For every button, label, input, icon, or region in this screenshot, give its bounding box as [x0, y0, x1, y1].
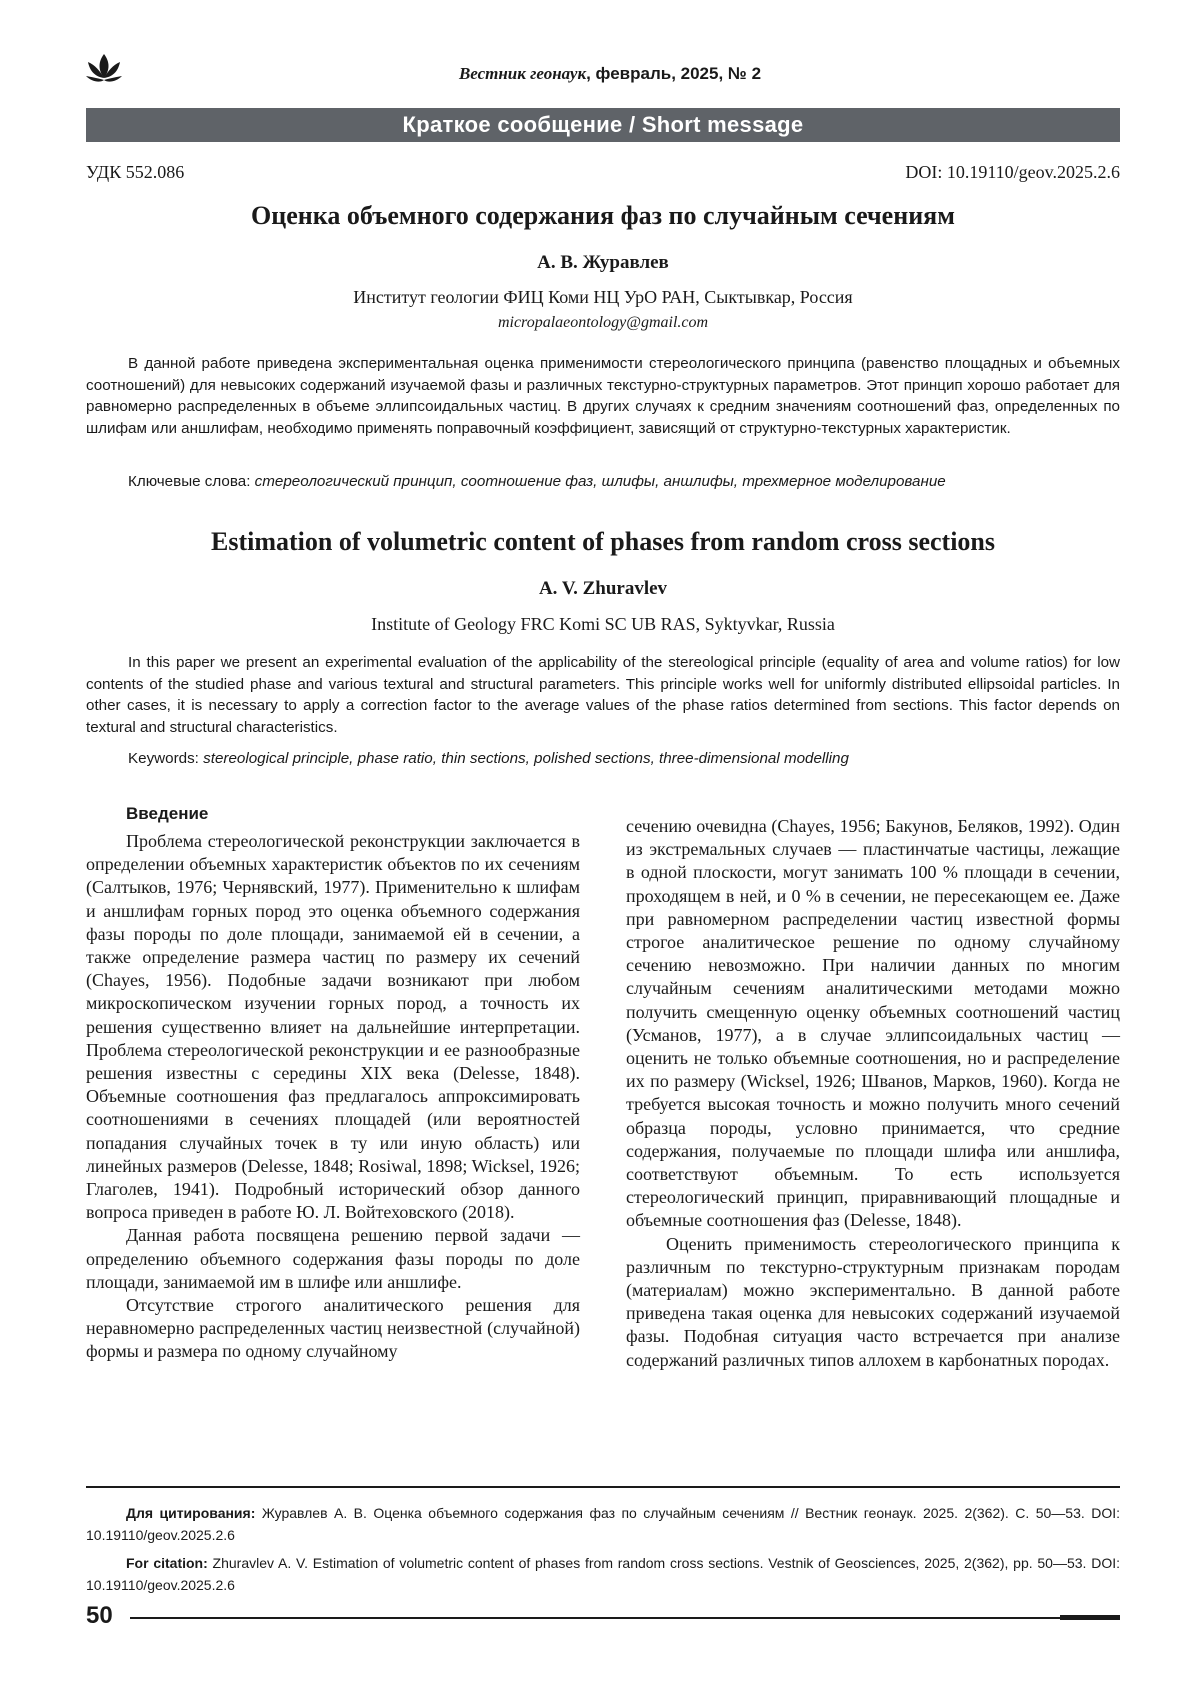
- doi[interactable]: DOI: 10.19110/geov.2025.2.6: [905, 162, 1120, 183]
- ru-affiliation: Институт геологии ФИЦ Коми НЦ УрО РАН, Сыктывкар, Россия: [86, 287, 1120, 308]
- body-paragraph: сечению очевидна (Chayes, 1956; Бакунов, Беляков, 1992). Один из экстремальных случаев — пластинчатые частицы, лежащие в одной плоскости, могут занимать 100 % площади в сечении, проходящем в ней, и 0 % в сечении, не пересекающем ее. Даже при равномерном распределении частиц известной формы строгое аналитическое решение по одному случайному сечению невозможно. При наличии данных по многим случайным сечениям аналитическими методами можно получить смещенную оценку объемных соотношений частиц (Усманов, 1977), а в случае эллипсоидальных частиц — оценить не только объемные соотношения, но и распределение их по размеру (Wicksel, 1926; Шванов, Марков, 1960). Когда не требуется высокая точность и можно получить много сечений образца породы, условно принимается, что средние содержания, получаемые по площади шлифа или аншлифа, соответствуют объемным. То есть используется стереологический принцип, приравнивающий площадные и объемные соотношения фаз (Delesse, 1848).: [626, 815, 1120, 1233]
- lotus-flower-icon: [84, 50, 124, 86]
- journal-header: [400, 64, 820, 84]
- en-affiliation: Institute of Geology FRC Komi SC UB RAS, Syktyvkar, Russia: [86, 614, 1120, 635]
- footer-divider: [86, 1486, 1120, 1488]
- body-paragraph: Отсутствие строгого аналитического решения для неравномерно распределенных частиц неизвестной (случайной) формы и размера по одному случайному: [86, 1294, 580, 1364]
- ru-title: Оценка объемного содержания фаз по случайным сечениям: [86, 201, 1120, 231]
- page-bottom-rule: [130, 1617, 1060, 1619]
- section-banner: Краткое сообщение / Short message: [86, 108, 1120, 142]
- ru-keywords-label: Ключевые слова:: [128, 473, 255, 490]
- body-column-left: [86, 802, 580, 1364]
- citation-en-text: Zhuravlev A. V. Estimation of volumetric content of phases from random cross sections. Vestnik of Geosciences, 2025, 2(362), pp. 50—53. DOI: 10.19110/geov.2025.2.6: [86, 1555, 1120, 1593]
- body-paragraph: Оценить применимость стереологического принципа к различным по текстурно-структурным признакам породам (материалам) можно экспериментально. В данной работе приведена такая оценка для невысоких содержаний изучаемой фазы. Подобная ситуация часто встречается при анализе содержаний различных типов аллохем в карбонатных породах.: [626, 1233, 1120, 1372]
- body-paragraph: Проблема стереологической реконструкции заключается в определении объемных характеристик объектов по их сечениям (Салтыков, 1976; Чернявский, 1977). Применительно к шлифам и аншлифам горных пород это оценка объемного содержания фазы породы по доле площади, занимаемой ей в сечении, а также определение размера частиц по размеру их сечений (Chayes, 1956). Подобные задачи возникают при любом микроскопическом изучении горных пород, а точность их решения существенно влияет на дальнейшие интерпретации. Проблема стереологической реконструкции и ее разнообразные решения известны с середины XIX века (Delesse, 1848). Объемные соотношения фаз предлагалось аппроксимировать соотношениями в сечениях площадей (или вероятностей попадания случайных точек в ту или иную область) или линейных размеров (Delesse, 1848; Rosiwal, 1898; Wicksel, 1926; Глаголев, 1941). Подробный исторический обзор данного вопроса приведен в работе Ю. Л. Войтеховского (2018).: [86, 830, 580, 1224]
- citation-ru-label: Для цитирования:: [126, 1505, 262, 1521]
- body-paragraph: Данная работа посвящена решению первой задачи — определению объемного содержания фазы породы по доле площади, занимаемой им в шлифе или аншлифе.: [86, 1224, 580, 1294]
- en-author: A. V. Zhuravlev: [86, 578, 1120, 600]
- en-title: Estimation of volumetric content of phases from random cross sections: [86, 527, 1120, 557]
- ru-keywords: [128, 471, 1120, 492]
- citation-en-label: For citation:: [126, 1555, 213, 1571]
- page-number: 50: [86, 1602, 113, 1630]
- en-keywords-text: stereological principle, phase ratio, thin sections, polished sections, three-dimensional modelling: [203, 750, 849, 767]
- citation-ru-text: Журавлев А. В. Оценка объемного содержания фаз по случайным сечениям // Вестник геонаук. 2025. 2(362). С. 50—53. DOI: 10.19110/geov.2025.2.6: [86, 1505, 1120, 1543]
- en-keywords: [128, 748, 1120, 769]
- en-keywords-label: Keywords:: [128, 750, 203, 767]
- section-heading-intro: Введение: [126, 804, 208, 824]
- citation-ru: [86, 1502, 1120, 1546]
- journal-name: Вестник геонаук: [459, 64, 586, 83]
- citation-en: [86, 1552, 1120, 1596]
- page-bottom-rule-accent: [1060, 1615, 1120, 1620]
- ru-keywords-text: стереологический принцип, соотношение фаз, шлифы, аншлифы, трехмерное моделирование: [255, 473, 946, 490]
- en-abstract: In this paper we present an experimental evaluation of the applicability of the stereological principle (equality of area and volume ratios) for low contents of the studied phase and various textural and structural parameters. This principle works well for uniformly distributed ellipsoidal particles. In other cases, it is necessary to apply a correction factor to the average values of the phase ratios determined from sections. This factor depends on textural and structural characteristics.: [86, 652, 1120, 738]
- ru-author: А. В. Журавлев: [86, 252, 1120, 274]
- udc-code: УДК 552.086: [86, 162, 184, 183]
- ru-abstract: В данной работе приведена экспериментальная оценка применимости стереологического принципа (равенство площадных и объемных соотношений) для невысоких содержаний изучаемой фазы и различных текстурно-структурных параметров. Этот принцип хорошо работает для равномерно распределенных в объеме эллипсоидальных частиц. В других случаях к средним значениям соотношений фаз, определенных по шлифам или аншлифам, необходимо применять поправочный коэффициент, зависящий от структурно-текстурных характеристик.: [86, 353, 1120, 439]
- journal-issue: , февраль, 2025, № 2: [586, 64, 761, 83]
- author-email[interactable]: micropalaeontology@gmail.com: [86, 314, 1120, 332]
- body-column-right: [626, 815, 1120, 1372]
